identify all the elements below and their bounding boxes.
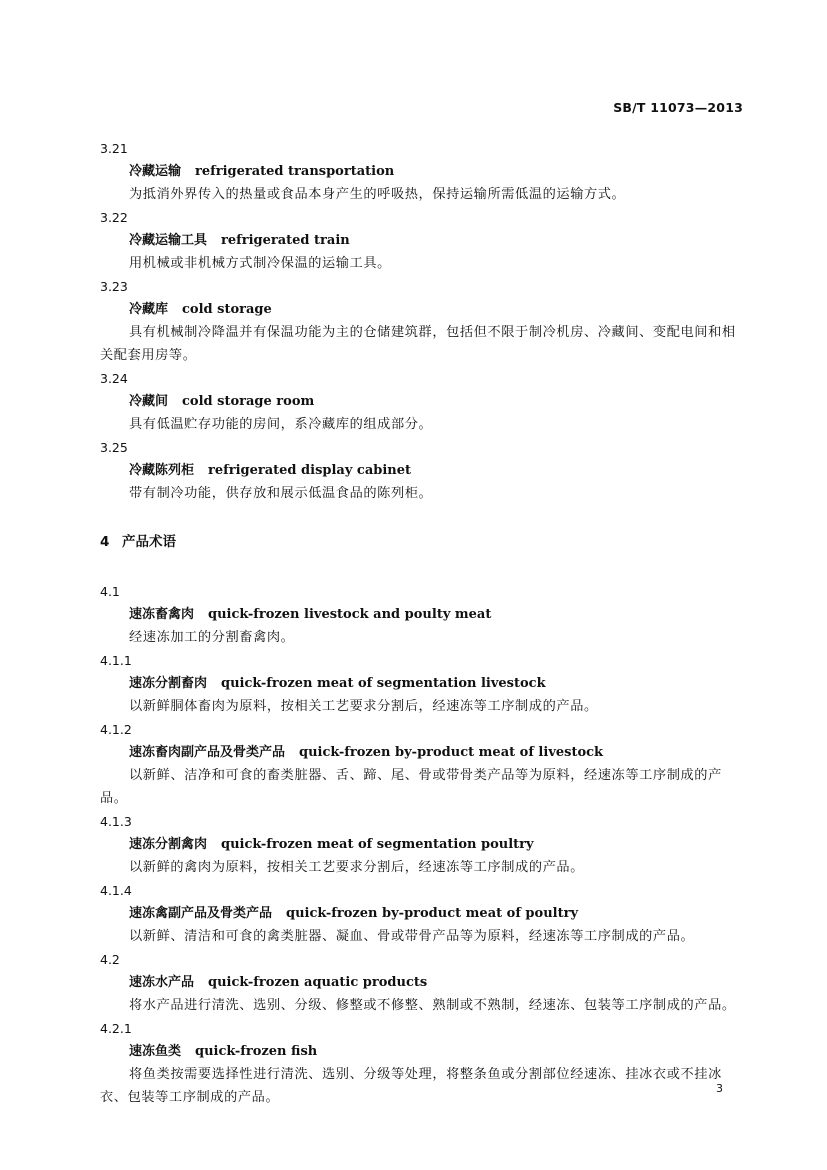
section-title: 产品术语 bbox=[122, 534, 176, 550]
term-title bbox=[100, 603, 746, 626]
term-entry bbox=[100, 649, 746, 718]
term-title bbox=[100, 1040, 746, 1063]
term-english: refrigerated transportation bbox=[195, 164, 395, 179]
term-chinese: 速冻畜禽肉 bbox=[129, 607, 195, 622]
term-definition: 具有机械制冷降温并有保温功能为主的仓储建筑群，包括但不限于制冷机房、冷藏间、变配电间和相关配套用房等。 bbox=[100, 325, 736, 363]
term-chinese: 速冻鱼类 bbox=[129, 1044, 182, 1059]
term-number: 3.22 bbox=[100, 210, 128, 225]
term-number: 4.1.2 bbox=[100, 722, 132, 737]
term-english: quick-frozen livestock and poulty meat bbox=[208, 607, 492, 622]
term-english: quick-frozen by-product meat of livestock bbox=[299, 745, 604, 760]
term-definition: 用机械或非机械方式制冷保温的运输工具。 bbox=[129, 256, 391, 271]
term-definition: 以新鲜、清洁和可食的禽类脏器、凝血、骨或带骨产品等为原料，经速冻等工序制成的产品。 bbox=[129, 929, 695, 944]
term-definition: 将水产品进行清洗、选别、分级、修整或不修整、熟制或不熟制，经速冻、包装等工序制成的产品。 bbox=[129, 998, 736, 1013]
term-number: 4.2.1 bbox=[100, 1021, 132, 1036]
term-number: 4.1.3 bbox=[100, 814, 132, 829]
term-number: 4.1 bbox=[100, 584, 120, 599]
term-definition: 将鱼类按需要选择性进行清洗、选别、分级等处理，将整条鱼或分割部位经速冻、挂冰衣或不挂冰衣、包装等工序制成的产品。 bbox=[100, 1067, 722, 1105]
term-title bbox=[100, 672, 746, 695]
term-definition: 经速冻加工的分割畜禽肉。 bbox=[129, 630, 295, 645]
term-title bbox=[100, 902, 746, 925]
term-chinese: 速冻分割禽肉 bbox=[129, 837, 208, 852]
term-title bbox=[100, 971, 746, 994]
term-definition: 以新鲜的禽肉为原料，按相关工艺要求分割后，经速冻等工序制成的产品。 bbox=[129, 860, 584, 875]
term-english: quick-frozen by-product meat of poultry bbox=[286, 906, 578, 921]
term-chinese: 速冻禽副产品及骨类产品 bbox=[129, 906, 273, 921]
term-entry bbox=[100, 948, 746, 1017]
term-title bbox=[100, 741, 746, 764]
term-number: 3.21 bbox=[100, 141, 128, 156]
term-english: quick-frozen meat of segmentation poultry bbox=[221, 837, 534, 852]
term-definition: 带有制冷功能，供存放和展示低温食品的陈列柜。 bbox=[129, 486, 433, 501]
term-definition: 具有低温贮存功能的房间，系冷藏库的组成部分。 bbox=[129, 417, 433, 432]
term-title bbox=[100, 160, 746, 183]
term-title bbox=[100, 833, 746, 856]
term-entry bbox=[100, 367, 746, 436]
term-definition: 以新鲜、洁净和可食的畜类脏器、舌、蹄、尾、骨或带骨类产品等为原料，经速冻等工序制成的产品。 bbox=[100, 768, 722, 806]
term-english: refrigerated display cabinet bbox=[208, 463, 412, 478]
term-title bbox=[100, 390, 746, 413]
term-entry bbox=[100, 718, 746, 810]
term-english: cold storage room bbox=[182, 394, 315, 409]
term-number: 4.2 bbox=[100, 952, 120, 967]
term-chinese: 冷藏运输工具 bbox=[129, 233, 208, 248]
term-english: quick-frozen meat of segmentation livestock bbox=[221, 676, 546, 691]
term-chinese: 速冻分割畜肉 bbox=[129, 676, 208, 691]
term-entry bbox=[100, 580, 746, 649]
term-entry bbox=[100, 137, 746, 206]
term-number: 3.23 bbox=[100, 279, 128, 294]
term-number: 3.24 bbox=[100, 371, 128, 386]
page-number: 3 bbox=[716, 1082, 723, 1095]
term-definition: 以新鲜胴体畜肉为原料，按相关工艺要求分割后，经速冻等工序制成的产品。 bbox=[129, 699, 598, 714]
term-number: 3.25 bbox=[100, 440, 128, 455]
document-body bbox=[100, 137, 746, 1109]
term-title bbox=[100, 298, 746, 321]
term-title bbox=[100, 459, 746, 482]
term-english: refrigerated train bbox=[221, 233, 350, 248]
term-english: cold storage bbox=[182, 302, 272, 317]
term-definition: 为抵消外界传入的热量或食品本身产生的呼吸热，保持运输所需低温的运输方式。 bbox=[129, 187, 626, 202]
term-entry bbox=[100, 275, 746, 367]
section-number: 4 bbox=[100, 534, 110, 550]
section-heading bbox=[100, 524, 746, 560]
term-chinese: 冷藏陈列柜 bbox=[129, 463, 195, 478]
term-english: quick-frozen fish bbox=[195, 1044, 318, 1059]
term-english: quick-frozen aquatic products bbox=[208, 975, 428, 990]
term-entry bbox=[100, 879, 746, 948]
term-number: 4.1.1 bbox=[100, 653, 132, 668]
term-entry bbox=[100, 810, 746, 879]
term-number: 4.1.4 bbox=[100, 883, 132, 898]
term-chinese: 速冻水产品 bbox=[129, 975, 195, 990]
term-title bbox=[100, 229, 746, 252]
term-chinese: 速冻畜肉副产品及骨类产品 bbox=[129, 745, 286, 760]
term-chinese: 冷藏库 bbox=[129, 302, 169, 317]
term-chinese: 冷藏间 bbox=[129, 394, 169, 409]
term-entry bbox=[100, 436, 746, 505]
term-entry bbox=[100, 206, 746, 275]
standard-code: SB/T 11073—2013 bbox=[613, 100, 743, 115]
term-chinese: 冷藏运输 bbox=[129, 164, 182, 179]
term-entry bbox=[100, 1017, 746, 1109]
